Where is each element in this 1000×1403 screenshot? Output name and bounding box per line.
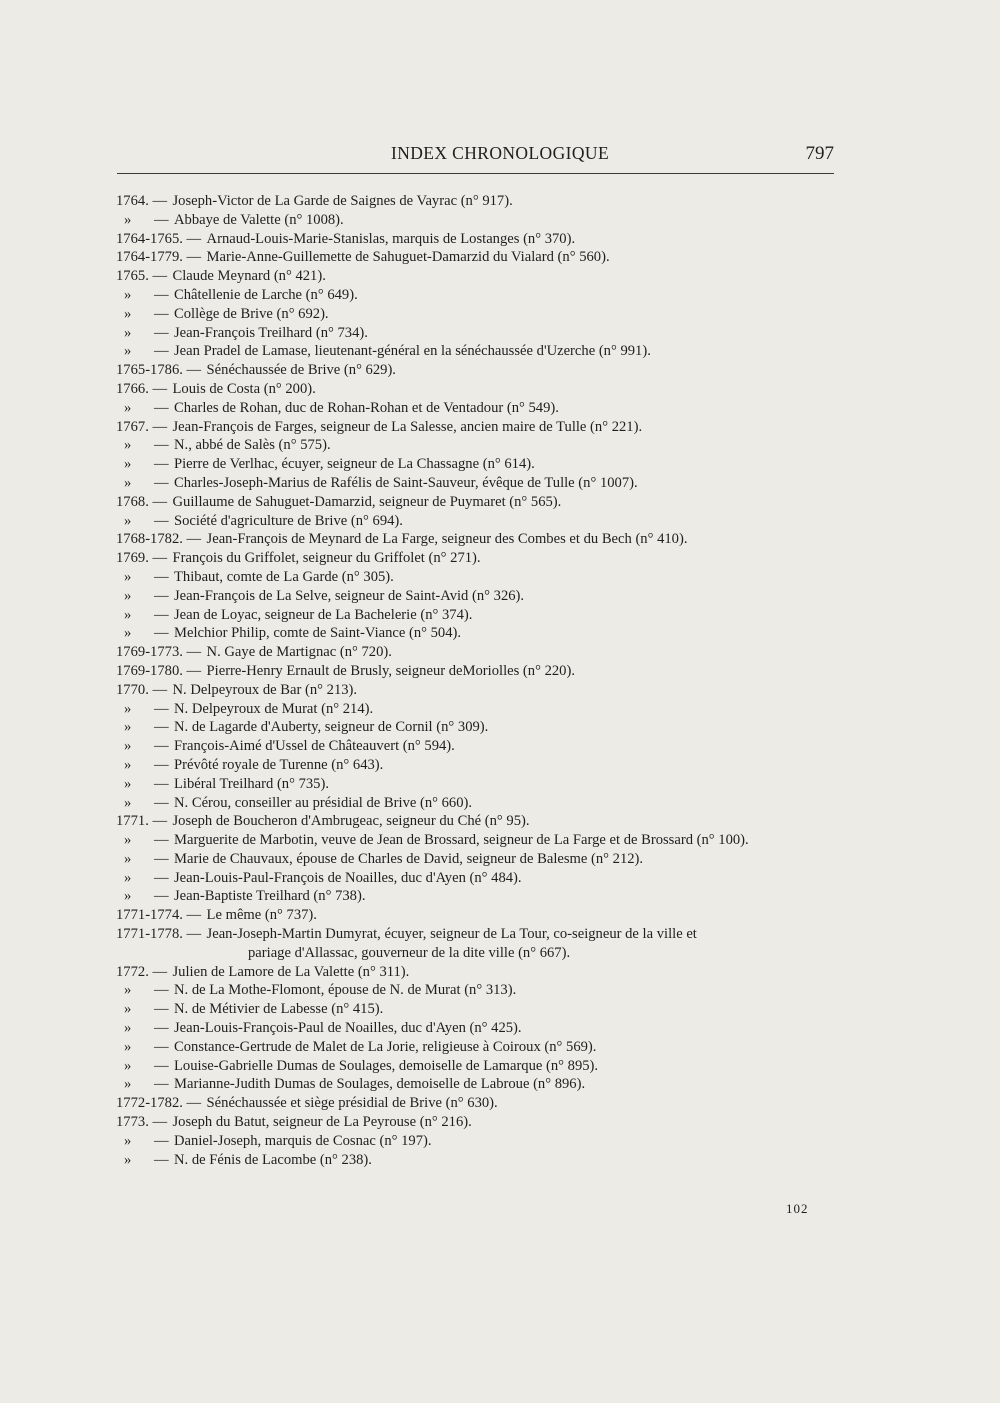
entry-text: N. Delpeyroux de Bar (n° 213).	[172, 681, 358, 698]
entry-date: 1770.	[116, 681, 149, 698]
entry-dash: —	[186, 1095, 202, 1112]
entry-date: »	[124, 738, 132, 755]
entry-date: »	[124, 700, 132, 717]
index-entry	[116, 530, 840, 549]
chronological-index-list	[116, 192, 840, 1169]
index-entry	[116, 1113, 840, 1132]
entry-date: »	[124, 211, 132, 228]
entry-text: Thibaut, comte de La Garde (n° 305).	[174, 568, 394, 585]
entry-text: Marie-Anne-Guillemette de Sahuguet-Damarzid du Vialard (n° 560).	[206, 249, 610, 266]
index-entry	[116, 380, 840, 399]
entry-text: Arnaud-Louis-Marie-Stanislas, marquis de Lostanges (n° 370).	[206, 230, 576, 247]
entry-text: Abbaye de Valette (n° 1008).	[174, 211, 344, 228]
entry-text: Sénéchaussée et siège présidial de Brive (n° 630).	[206, 1095, 498, 1112]
entry-text: Pierre de Verlhac, écuyer, seigneur de La Chassagne (n° 614).	[174, 456, 535, 473]
entry-dash: —	[154, 850, 169, 867]
entry-text: Jean Pradel de Lamase, lieutenant-général en la sénéchaussée d'Uzerche (n° 991).	[174, 343, 651, 360]
running-header-title: INDEX CHRONOLOGIQUE	[390, 143, 610, 163]
entry-text: Louis de Costa (n° 200).	[172, 380, 316, 397]
entry-dash: —	[154, 1132, 169, 1149]
entry-continuation: pariage d'Allassac, gouverneur de la dite ville (n° 667).	[248, 944, 571, 961]
entry-date: »	[124, 850, 132, 867]
index-entry	[116, 324, 840, 343]
entry-dash: —	[152, 380, 168, 397]
index-entry	[116, 568, 840, 587]
entry-text: Charles-Joseph-Marius de Rafélis de Saint-Sauveur, évêque de Tulle (n° 1007).	[174, 474, 638, 491]
index-entry	[116, 305, 840, 324]
entry-text: François du Griffolet, seigneur du Griffolet (n° 271).	[172, 550, 481, 567]
index-entry	[116, 1057, 840, 1076]
entry-dash: —	[154, 286, 169, 303]
entry-dash: —	[186, 907, 202, 924]
index-entry	[116, 1075, 840, 1094]
entry-date: »	[124, 982, 132, 999]
entry-dash: —	[154, 625, 169, 642]
entry-dash: —	[186, 662, 202, 679]
entry-text: Libéral Treilhard (n° 735).	[174, 775, 329, 792]
entry-dash: —	[186, 926, 202, 943]
entry-text: N. de Lagarde d'Auberty, seigneur de Cornil (n° 309).	[174, 719, 489, 736]
index-entry	[116, 681, 840, 700]
entry-text: Louise-Gabrielle Dumas de Soulages, demoiselle de Lamarque (n° 895).	[174, 1057, 599, 1074]
index-entry	[116, 248, 840, 267]
page-number: 797	[805, 143, 834, 164]
entry-date: »	[124, 512, 132, 529]
entry-dash: —	[154, 982, 169, 999]
entry-date: »	[124, 286, 132, 303]
entry-date: »	[124, 1057, 132, 1074]
entry-dash: —	[186, 249, 202, 266]
entry-date: »	[124, 888, 132, 905]
entry-text: Joseph de Boucheron d'Ambrugeac, seigneur du Ché (n° 95).	[172, 813, 530, 830]
entry-dash: —	[154, 756, 169, 773]
entry-date: 1764-1765.	[116, 230, 183, 247]
index-entry	[116, 606, 840, 625]
index-entry	[116, 718, 840, 737]
entry-text: Jean-Louis-Paul-François de Noailles, duc d'Ayen (n° 484).	[174, 869, 522, 886]
entry-date: 1769-1780.	[116, 662, 183, 679]
index-entry	[116, 493, 840, 512]
entry-dash: —	[154, 775, 169, 792]
entry-dash: —	[154, 456, 169, 473]
entry-date: »	[124, 1020, 132, 1037]
entry-text: Collège de Brive (n° 692).	[174, 305, 329, 322]
index-entry	[116, 399, 840, 418]
entry-text: N. Delpeyroux de Murat (n° 214).	[174, 700, 374, 717]
entry-dash: —	[154, 700, 169, 717]
entry-dash: —	[154, 512, 169, 529]
entry-text: Marie de Chauvaux, épouse de Charles de David, seigneur de Balesme (n° 212).	[174, 850, 644, 867]
entry-date: 1764.	[116, 193, 149, 209]
index-entry	[116, 643, 840, 662]
entry-text: Jean-Baptiste Treilhard (n° 738).	[174, 888, 366, 905]
entry-date: 1769.	[116, 550, 149, 567]
index-entry	[116, 775, 840, 794]
entry-date: 1773.	[116, 1114, 149, 1131]
entry-dash: —	[154, 1076, 169, 1093]
index-entry	[116, 850, 840, 869]
entry-dash: —	[154, 343, 169, 360]
entry-dash: —	[154, 832, 169, 849]
entry-text: Daniel-Joseph, marquis de Cosnac (n° 197).	[174, 1132, 432, 1149]
entry-dash: —	[154, 738, 169, 755]
entry-text: Joseph-Victor de La Garde de Saignes de Vayrac (n° 917).	[172, 193, 513, 209]
index-entry	[116, 925, 840, 944]
entry-dash: —	[152, 963, 168, 980]
entry-date: 1765.	[116, 268, 149, 285]
entry-dash: —	[154, 1001, 169, 1018]
entry-date: »	[124, 1151, 132, 1168]
entry-date: »	[124, 324, 132, 341]
entry-text: Jean-François Treilhard (n° 734).	[174, 324, 368, 341]
entry-text: Marianne-Judith Dumas de Soulages, demoiselle de Labroue (n° 896).	[174, 1076, 586, 1093]
entry-date: »	[124, 1132, 132, 1149]
entry-text: Pierre-Henry Ernault de Brusly, seigneur deMoriolles (n° 220).	[206, 662, 575, 679]
entry-date: »	[124, 343, 132, 360]
entry-dash: —	[186, 362, 202, 379]
entry-date: 1766.	[116, 380, 149, 397]
entry-text: Guillaume de Sahuguet-Damarzid, seigneur de Puymaret (n° 565).	[172, 493, 562, 510]
entry-date: 1771.	[116, 813, 149, 830]
entry-date: 1772-1782.	[116, 1095, 183, 1112]
index-entry	[116, 737, 840, 756]
index-entry	[116, 361, 840, 380]
entry-dash: —	[154, 211, 169, 228]
entry-date: 1772.	[116, 963, 149, 980]
entry-text: N. de Fénis de Lacombe (n° 238).	[174, 1151, 372, 1168]
entry-date: 1768-1782.	[116, 531, 183, 548]
entry-text: Jean-François de Farges, seigneur de La Salesse, ancien maire de Tulle (n° 221).	[172, 418, 643, 435]
index-entry	[116, 211, 840, 230]
entry-dash: —	[152, 418, 168, 435]
entry-dash: —	[154, 568, 169, 585]
entry-text: Société d'agriculture de Brive (n° 694).	[174, 512, 403, 529]
entry-date: »	[124, 437, 132, 454]
entry-date: 1771-1778.	[116, 926, 183, 943]
header-rule	[117, 173, 834, 174]
entry-text: Melchior Philip, comte de Saint-Viance (n° 504).	[174, 625, 462, 642]
entry-text: Marguerite de Marbotin, veuve de Jean de Brossard, seigneur de La Farge et de Brossard (n° 100).	[174, 832, 749, 849]
entry-dash: —	[154, 587, 169, 604]
entry-text: Sénéchaussée de Brive (n° 629).	[206, 362, 396, 379]
entry-date: »	[124, 1038, 132, 1055]
entry-dash: —	[152, 813, 168, 830]
index-entry	[116, 700, 840, 719]
entry-date: »	[124, 606, 132, 623]
entry-dash: —	[154, 399, 169, 416]
entry-date: 1771-1774.	[116, 907, 183, 924]
index-entry	[116, 1000, 840, 1019]
entry-dash: —	[152, 681, 168, 698]
entry-text: Jean-Louis-François-Paul de Noailles, duc d'Ayen (n° 425).	[174, 1020, 522, 1037]
signature-mark: 102	[786, 1201, 809, 1216]
entry-date: 1767.	[116, 418, 149, 435]
entry-dash: —	[152, 193, 168, 209]
index-entry	[116, 906, 840, 925]
entry-date: »	[124, 719, 132, 736]
entry-date: 1769-1773.	[116, 644, 183, 661]
entry-dash: —	[186, 531, 202, 548]
index-entry	[116, 286, 840, 305]
entry-date: 1764-1779.	[116, 249, 183, 266]
entry-dash: —	[152, 550, 168, 567]
index-entry	[116, 1132, 840, 1151]
entry-date: »	[124, 1001, 132, 1018]
entry-dash: —	[152, 268, 168, 285]
index-entry	[116, 869, 840, 888]
entry-text: Claude Meynard (n° 421).	[172, 268, 326, 285]
entry-date: »	[124, 756, 132, 773]
entry-dash: —	[154, 437, 169, 454]
index-entry	[116, 267, 840, 286]
index-entry	[116, 981, 840, 1000]
entry-dash: —	[154, 1020, 169, 1037]
entry-dash: —	[152, 1114, 168, 1131]
index-entry	[116, 794, 840, 813]
entry-date: »	[124, 794, 132, 811]
index-entry	[116, 1094, 840, 1113]
entry-dash: —	[154, 474, 169, 491]
entry-date: 1765-1786.	[116, 362, 183, 379]
entry-text: N. Gaye de Martignac (n° 720).	[206, 644, 392, 661]
entry-text: Constance-Gertrude de Malet de La Jorie, religieuse à Coiroux (n° 569).	[174, 1038, 597, 1055]
entry-text: N. Cérou, conseiller au présidial de Brive (n° 660).	[174, 794, 473, 811]
entry-dash: —	[154, 1057, 169, 1074]
entry-date: »	[124, 568, 132, 585]
entry-date: »	[124, 625, 132, 642]
index-entry	[116, 812, 840, 831]
entry-text: François-Aimé d'Ussel de Châteauvert (n° 594).	[174, 738, 455, 755]
entry-date: »	[124, 456, 132, 473]
entry-text: Charles de Rohan, duc de Rohan-Rohan et de Ventadour (n° 549).	[174, 399, 559, 416]
entry-date: »	[124, 869, 132, 886]
index-entry	[116, 436, 840, 455]
entry-dash: —	[154, 324, 169, 341]
index-entry	[116, 1019, 840, 1038]
entry-dash: —	[152, 493, 168, 510]
index-entry	[116, 230, 840, 249]
entry-dash: —	[154, 606, 169, 623]
index-entry	[116, 624, 840, 643]
entry-dash: —	[186, 230, 202, 247]
index-entry	[116, 963, 840, 982]
entry-date: »	[124, 775, 132, 792]
index-entry	[116, 831, 840, 850]
entry-text: Jean-Joseph-Martin Dumyrat, écuyer, seigneur de La Tour, co-seigneur de la ville et	[206, 926, 697, 943]
entry-dash: —	[154, 719, 169, 736]
index-entry	[116, 192, 840, 211]
entry-date: 1768.	[116, 493, 149, 510]
index-entry	[116, 1151, 840, 1170]
index-entry	[116, 1038, 840, 1057]
entry-text: Le même (n° 737).	[206, 907, 317, 924]
entry-date: »	[124, 399, 132, 416]
entry-text: Châtellenie de Larche (n° 649).	[174, 286, 358, 303]
entry-dash: —	[154, 888, 169, 905]
index-entry	[116, 474, 840, 493]
index-entry	[116, 549, 840, 568]
entry-dash: —	[154, 869, 169, 886]
entry-text: Jean-François de La Selve, seigneur de Saint-Avid (n° 326).	[174, 587, 525, 604]
entry-dash: —	[154, 1038, 169, 1055]
entry-date: »	[124, 474, 132, 491]
entry-date: »	[124, 305, 132, 322]
entry-text: N., abbé de Salès (n° 575).	[174, 437, 331, 454]
entry-date: »	[124, 1076, 132, 1093]
entry-text: Jean-François de Meynard de La Farge, seigneur des Combes et du Bech (n° 410).	[206, 531, 688, 548]
entry-text: N. de Métivier de Labesse (n° 415).	[174, 1001, 384, 1018]
entry-text: N. de La Mothe-Flomont, épouse de N. de Murat (n° 313).	[174, 982, 517, 999]
index-entry	[116, 342, 840, 361]
entry-dash: —	[154, 794, 169, 811]
entry-text: Prévôté royale de Turenne (n° 643).	[174, 756, 384, 773]
index-entry	[116, 756, 840, 775]
index-entry	[116, 455, 840, 474]
index-entry	[116, 512, 840, 531]
index-entry	[116, 887, 840, 906]
index-entry	[116, 662, 840, 681]
entry-dash: —	[154, 1151, 169, 1168]
index-entry	[116, 587, 840, 606]
entry-dash: —	[154, 305, 169, 322]
index-entry	[116, 418, 840, 437]
entry-text: Julien de Lamore de La Valette (n° 311).	[172, 963, 410, 980]
entry-date: »	[124, 832, 132, 849]
entry-dash: —	[186, 644, 202, 661]
entry-text: Jean de Loyac, seigneur de La Bachelerie (n° 374).	[174, 606, 473, 623]
entry-text: Joseph du Batut, seigneur de La Peyrouse (n° 216).	[172, 1114, 472, 1131]
entry-date: »	[124, 587, 132, 604]
